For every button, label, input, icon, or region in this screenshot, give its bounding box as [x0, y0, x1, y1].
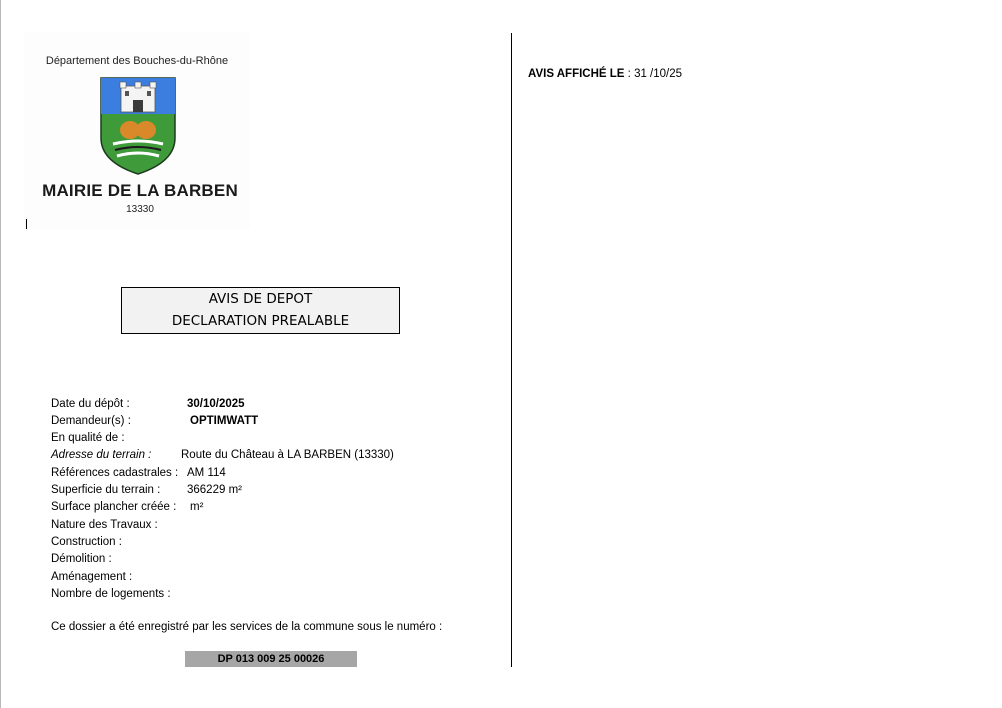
notice-title-box: [121, 287, 400, 334]
field-demandeur-label: Demandeur(s) :: [51, 415, 131, 427]
text-cursor: [26, 219, 27, 229]
avis-affiche-date: : 31 /10/25: [624, 68, 683, 80]
dossier-number: DP 013 009 25 00026: [185, 651, 357, 667]
logo-title: MAIRIE DE LA BARBEN: [42, 181, 238, 200]
field-superficie-value: 366229 m²: [187, 484, 242, 496]
field-demolition-label: Démolition :: [51, 553, 112, 565]
avis-affiche: [528, 68, 682, 80]
field-adresse-label: Adresse du terrain :: [51, 449, 152, 461]
field-superficie-label: Superficie du terrain :: [51, 484, 161, 496]
coat-of-arms-icon: [99, 76, 177, 176]
logo-department: Département des Bouches-du-Rhône: [45, 55, 229, 67]
page-left-edge: [0, 0, 1, 708]
field-references-label: Références cadastrales :: [51, 467, 179, 479]
column-divider: [511, 33, 512, 667]
field-surface-value: m²: [190, 501, 204, 513]
field-construction-label: Construction :: [51, 536, 122, 548]
notice-title-line1: AVIS DE DEPOT: [208, 291, 313, 307]
field-demandeur-value: OPTIMWATT: [190, 415, 259, 427]
field-references-value: AM 114: [187, 467, 226, 479]
logo-postal-code: 13330: [126, 204, 154, 215]
avis-affiche-label: AVIS AFFICHÉ LE: [528, 68, 625, 80]
field-logements-label: Nombre de logements :: [51, 588, 171, 600]
field-adresse-value: Route du Château à LA BARBEN (13330): [181, 449, 394, 461]
mairie-logo: [24, 32, 250, 229]
notice-title-line2: DECLARATION PREALABLE: [171, 313, 350, 329]
field-amenagement-label: Aménagement :: [51, 571, 133, 583]
field-date-value: 30/10/2025: [187, 398, 245, 410]
field-date-label: Date du dépôt :: [51, 398, 130, 410]
field-qualite-label: En qualité de :: [51, 432, 125, 444]
registration-statement: Ce dossier a été enregistré par les services de la commune sous le numéro :: [51, 621, 443, 633]
field-nature-label: Nature des Travaux :: [51, 519, 158, 531]
field-surface-label: Surface plancher créée :: [51, 501, 177, 513]
